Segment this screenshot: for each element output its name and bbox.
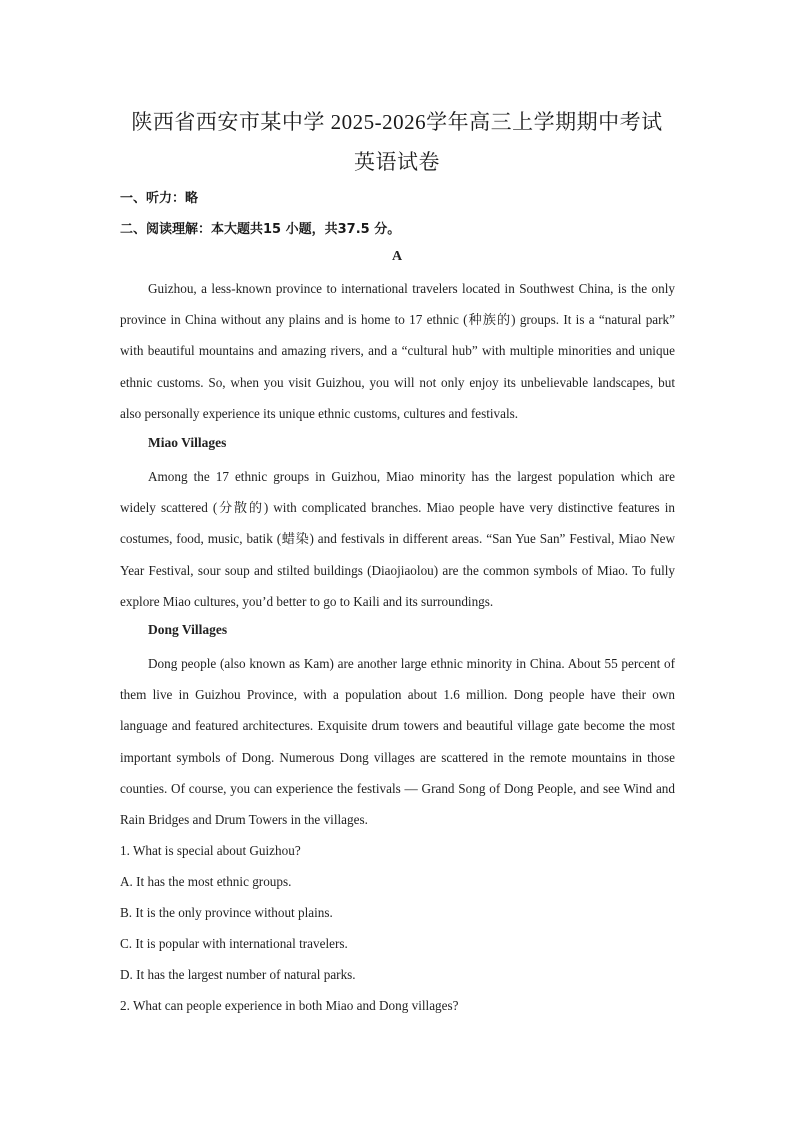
passage-intro-paragraph: Guizhou, a less-known province to international travelers located in Southwest China, is the only province in China without any plains and is home to 17 ethnic (种族的) groups. It is a “natural park” with beautiful mountains and amazing rivers, and a “cultural hub” with multiple minorities and unique ethnic customs. So, when you visit Guizhou, you will not only enjoy its unbelievable landscapes, but also personally experience its unique ethnic customs, cultures and festivals. [120, 281, 675, 421]
section-listening: 一、听力：略 [120, 191, 199, 206]
dong-villages-heading: Dong Villages [148, 622, 228, 637]
section-reading: 二、阅读理解：本大题共15 小题，共37.5 分。 [120, 222, 401, 237]
exam-title: 陕西省西安市某中学 2025-2026学年高三上学期期中考试 [131, 110, 663, 134]
question-1-option-b: B. It is the only province without plains. [120, 905, 333, 920]
question-2: 2. What can people experience in both Miao and Dong villages? [120, 998, 459, 1013]
exam-subject-title: 英语试卷 [354, 150, 440, 174]
dong-villages-paragraph: Dong people (also known as Kam) are another large ethnic minority in China. About 55 percent of them live in Guizhou Province, with a population about 1.6 million. Dong people have their own language and featured architectures. Exquisite drum towers and beautiful village gate become the most important symbols of Dong. Numerous Dong villages are scattered in the remote mountains in those counties. Of course, you can experience the festivals — Grand Song of Dong People, and see Wind and Rain Bridges and Drum Towers in the villages. [120, 656, 675, 828]
miao-villages-paragraph: Among the 17 ethnic groups in Guizhou, Miao minority has the largest population which are widely scattered (分散的) with complicated branches. Miao people have very distinctive features in costumes, food, music, batik (蜡染) and festivals in different areas. “San Yue San” Festival, Miao New Year Festival, sour soup and stilted buildings (Diaojiaolou) are the common symbols of Miao. To fully explore Miao cultures, you’d better to go to Kaili and its surroundings. [120, 469, 675, 609]
question-1-option-d: D. It has the largest number of natural parks. [120, 967, 356, 982]
question-1-option-a: A. It has the most ethnic groups. [120, 874, 292, 889]
question-1-option-c: C. It is popular with international travelers. [120, 936, 348, 951]
question-1: 1. What is special about Guizhou? [120, 843, 301, 858]
passage-label: A [391, 249, 403, 264]
miao-villages-heading: Miao Villages [148, 435, 227, 450]
